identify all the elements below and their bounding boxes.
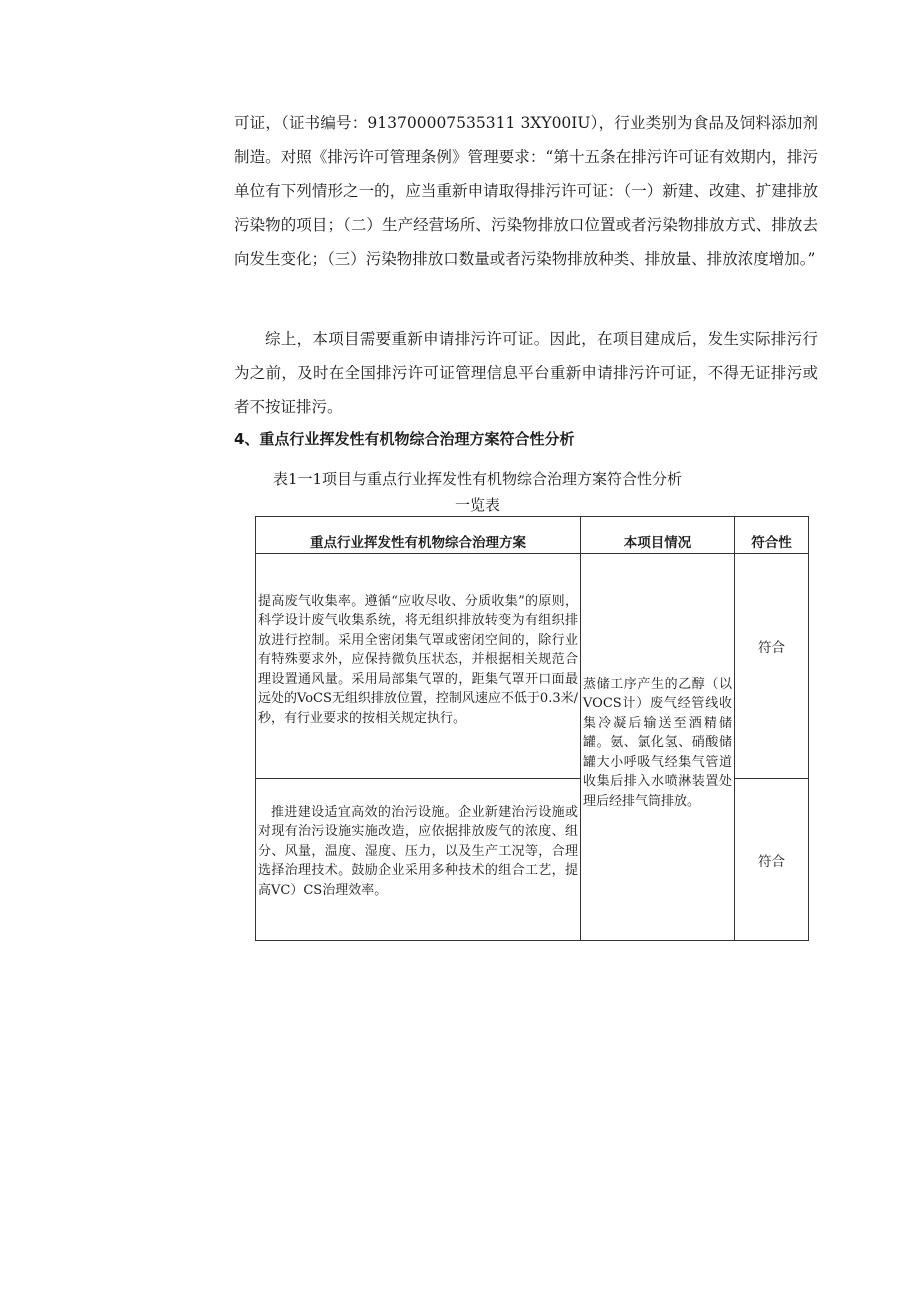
compliance-table [255, 516, 809, 941]
table-caption [255, 466, 700, 518]
plan-cell-1 [256, 554, 581, 779]
table-caption-line1: 表1一1项目与重点行业挥发性有机物综合治理方案符合性分析 [272, 470, 683, 488]
header-plan: 重点行业挥发性有机物综合治理方案 [256, 517, 581, 554]
header-compliance: 符合性 [735, 517, 809, 554]
plan-cell-2 [256, 779, 581, 941]
compliance-cell-1 [735, 554, 809, 779]
plan-text-1: 提高废气收集率。遵循“应收尽收、分质收集”的原则，科学设计废气收集系统，将无组织排放转变为有组织排放进行控制。采用全密闭集气罩或密闭空间的，除行业有特殊要求外，应保持微负压状态，并根据相关规范合理设置通风量。采用局部集气罩的，距集气罩开口面最远处的VoCS无组织排放位置，控制风速应不低于0.3米/秒，有行业要求的按相关规定执行。 [258, 593, 578, 726]
compliance-text-2: 符合 [758, 853, 785, 870]
paragraph-conclusion: 综上，本项目需要重新申请排污许可证。因此，在项目建成后，发生实际排污行为之前，及时在全国排污许可证管理信息平台重新申请排污许可证，不得无证排污或者不按证排污。 [234, 330, 818, 416]
plan-text-2: 推进建设适宜高效的治污设施。企业新建治污设施或对现有治污设施实施改造，应依据排放废气的浓度、组分、风量，温度、湿度、压力，以及生产工况等，合理选择治理技术。鼓励企业采用多种技术的组合工艺，提高VC）CS治理效率。 [258, 804, 578, 898]
project-situation-cell [581, 554, 735, 941]
paragraph-permit-requirements: 可证，（证书编号：913700007535311 3XY00IU），行业类别为食品及饲料添加剂制造。对照《排污许可管理条例》管理要求：“第十五条在排污许可证有效期内，排污单位有下列情形之一的，应当重新申请取得排污许可证：（一）新建、改建、扩建排放污染物的项目；（二）生产经营场所、污染物排放口位置或者污染物排放方式、排放去向发生变化；（三）污染物排放口数量或者污染物排放种类、排放量、排放浓度增加。” [234, 114, 818, 268]
header-project-situation: 本项目情况 [581, 517, 735, 554]
table-caption-line2: 一览表 [454, 496, 500, 514]
section-heading: 4、重点行业挥发性有机物综合治理方案符合性分析 [234, 430, 575, 448]
compliance-text-1: 符合 [758, 640, 785, 656]
table-header-row [256, 517, 809, 554]
project-situation-text: 蒸储工序产生的乙醇（以VOCS计）废气经管线收集冷凝后输送至酒精储罐。氨、氯化氢、硝酸储罐大小呼吸气经集气管道收集后排入水喷淋装置处理后经排气筒排放。 [583, 676, 732, 809]
table-row [256, 554, 809, 779]
compliance-cell-2 [735, 779, 809, 941]
